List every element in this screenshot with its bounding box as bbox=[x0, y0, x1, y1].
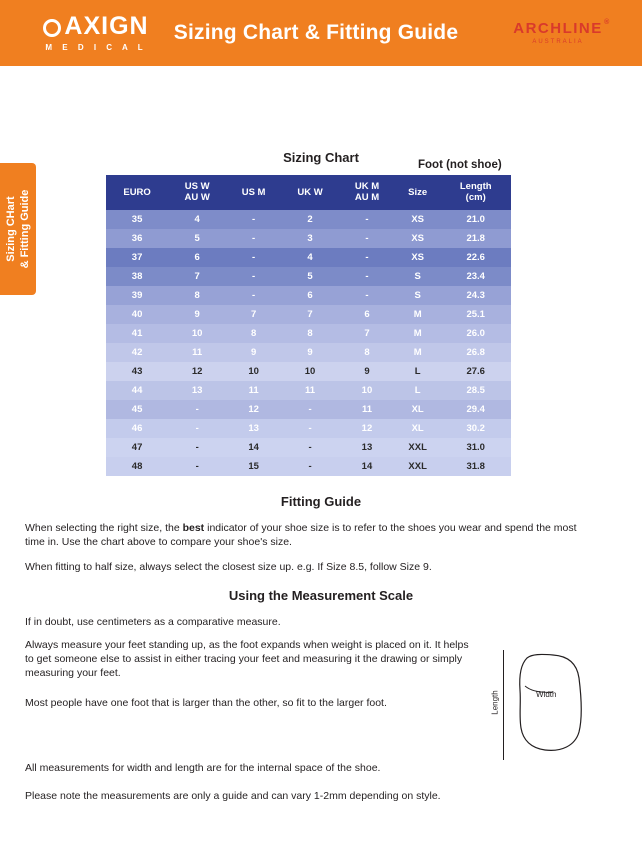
fitting-guide-title: Fitting Guide bbox=[280, 494, 362, 509]
cell-us-m: 12 bbox=[226, 400, 281, 419]
cell-uk-w: 7 bbox=[281, 305, 339, 324]
archline-logo-subtitle: AUSTRALIA bbox=[532, 39, 584, 45]
column-header-uk-m bbox=[339, 175, 395, 210]
cell-us-w: 7 bbox=[168, 267, 226, 286]
measurement-paragraph-3: Most people have one foot that is larger than the other, so fit to the larger foot. bbox=[25, 697, 387, 709]
cell-us-w: - bbox=[168, 438, 226, 457]
cell-us-w: 9 bbox=[168, 305, 226, 324]
cell-size: XS bbox=[395, 210, 441, 229]
axign-logo-subtitle: M E D I C A L bbox=[45, 43, 147, 52]
side-tab-sizing-chart bbox=[0, 163, 36, 295]
foot-measurement-diagram bbox=[490, 650, 605, 760]
cell-us-w: 12 bbox=[168, 362, 226, 381]
cell-uk-m: 8 bbox=[339, 343, 395, 362]
cell-uk-w: 8 bbox=[281, 324, 339, 343]
cell-us-m: 13 bbox=[226, 419, 281, 438]
sizing-chart-table bbox=[106, 175, 511, 476]
fitting-guide-paragraph-2: When fitting to half size, always select the closest size up. e.g. If Size 8.5, follow Size 9. bbox=[25, 561, 432, 573]
cell-us-w: 5 bbox=[168, 229, 226, 248]
cell-length: 24.3 bbox=[440, 286, 511, 305]
cell-us-w: 4 bbox=[168, 210, 226, 229]
cell-us-w: 6 bbox=[168, 248, 226, 267]
column-header-euro-main: EURO bbox=[123, 186, 151, 198]
cell-us-m: 11 bbox=[226, 381, 281, 400]
cell-size: S bbox=[395, 267, 441, 286]
cell-euro: 46 bbox=[106, 419, 168, 438]
measurement-paragraph-1: If in doubt, use centimeters as a comparative measure. bbox=[25, 616, 281, 628]
measurement-paragraph-4: All measurements for width and length are for the internal space of the shoe. bbox=[25, 762, 381, 774]
cell-us-w: - bbox=[168, 400, 226, 419]
cell-us-m: 9 bbox=[226, 343, 281, 362]
cell-us-w: - bbox=[168, 457, 226, 476]
column-header-us-w-main: US W bbox=[184, 181, 210, 192]
cell-uk-w: 6 bbox=[281, 286, 339, 305]
archline-registered-icon: ® bbox=[604, 19, 611, 26]
cell-uk-m: 9 bbox=[339, 362, 395, 381]
cell-size: M bbox=[395, 305, 441, 324]
cell-uk-w: 5 bbox=[281, 267, 339, 286]
cell-us-m: 7 bbox=[226, 305, 281, 324]
axign-wordmark bbox=[43, 14, 148, 39]
fitting-guide-paragraph-1 bbox=[25, 521, 595, 549]
cell-uk-w: 3 bbox=[281, 229, 339, 248]
cell-length: 21.0 bbox=[440, 210, 511, 229]
table-header-row bbox=[106, 175, 511, 210]
table-row bbox=[106, 381, 511, 400]
column-header-uk-m-sub: AU M bbox=[354, 192, 380, 203]
cell-euro: 45 bbox=[106, 400, 168, 419]
side-tab-label bbox=[4, 165, 32, 293]
cell-uk-m: 14 bbox=[339, 457, 395, 476]
column-header-size-main: Size bbox=[408, 186, 428, 198]
column-header-length-main: Length bbox=[459, 181, 492, 192]
cell-euro: 48 bbox=[106, 457, 168, 476]
cell-us-w: - bbox=[168, 419, 226, 438]
column-header-uk-w-main: UK W bbox=[297, 186, 323, 198]
table-row bbox=[106, 457, 511, 476]
cell-uk-m: - bbox=[339, 267, 395, 286]
table-row bbox=[106, 267, 511, 286]
cell-us-w: 11 bbox=[168, 343, 226, 362]
cell-us-m: 8 bbox=[226, 324, 281, 343]
page-header bbox=[0, 0, 642, 66]
table-row bbox=[106, 438, 511, 457]
cell-uk-m: 12 bbox=[339, 419, 395, 438]
diagram-vertical-axis-line bbox=[503, 650, 504, 760]
table-row bbox=[106, 248, 511, 267]
cell-uk-m: - bbox=[339, 229, 395, 248]
archline-logo bbox=[492, 21, 642, 45]
cell-size: M bbox=[395, 324, 441, 343]
table-row bbox=[106, 305, 511, 324]
cell-length: 31.0 bbox=[440, 438, 511, 457]
cell-uk-w: - bbox=[281, 400, 339, 419]
cell-uk-w: 10 bbox=[281, 362, 339, 381]
cell-uk-w: 9 bbox=[281, 343, 339, 362]
diagram-width-label: Width bbox=[536, 690, 557, 699]
column-header-uk-w bbox=[281, 175, 339, 210]
cell-uk-w: 11 bbox=[281, 381, 339, 400]
table-row bbox=[106, 210, 511, 229]
archline-wordmark bbox=[513, 19, 611, 37]
table-row bbox=[106, 362, 511, 381]
cell-euro: 41 bbox=[106, 324, 168, 343]
cell-us-m: 14 bbox=[226, 438, 281, 457]
column-header-length bbox=[440, 175, 511, 210]
cell-euro: 47 bbox=[106, 438, 168, 457]
column-header-length-sub: (cm) bbox=[465, 192, 486, 203]
cell-size: XXL bbox=[395, 438, 441, 457]
cell-length: 30.2 bbox=[440, 419, 511, 438]
table-row bbox=[106, 400, 511, 419]
cell-length: 26.8 bbox=[440, 343, 511, 362]
column-header-us-w-sub: AU W bbox=[184, 192, 210, 203]
foot-not-shoe-label: Foot (not shoe) bbox=[418, 159, 502, 171]
axign-circle-icon bbox=[43, 19, 61, 37]
archline-logo-text: ARCHLINE bbox=[513, 20, 603, 37]
cell-length: 29.4 bbox=[440, 400, 511, 419]
cell-length: 21.8 bbox=[440, 229, 511, 248]
column-header-us-m bbox=[226, 175, 281, 210]
cell-length: 28.5 bbox=[440, 381, 511, 400]
foot-outline-icon bbox=[495, 650, 605, 760]
cell-uk-m: 6 bbox=[339, 305, 395, 324]
table-row bbox=[106, 229, 511, 248]
column-header-size bbox=[395, 175, 441, 210]
cell-size: S bbox=[395, 286, 441, 305]
measurement-paragraph-2: Always measure your feet standing up, as the foot expands when weight is placed on it. It helps to get someone else to assist in either tracing your feet and measuring it the drawing or simply measuring your feet. bbox=[25, 639, 469, 679]
cell-us-m: - bbox=[226, 267, 281, 286]
cell-euro: 37 bbox=[106, 248, 168, 267]
fitting-guide-p1-bold: best bbox=[182, 522, 205, 534]
cell-us-w: 10 bbox=[168, 324, 226, 343]
cell-size: XXL bbox=[395, 457, 441, 476]
cell-euro: 44 bbox=[106, 381, 168, 400]
cell-uk-m: - bbox=[339, 286, 395, 305]
cell-us-m: - bbox=[226, 248, 281, 267]
cell-uk-m: 10 bbox=[339, 381, 395, 400]
cell-euro: 36 bbox=[106, 229, 168, 248]
cell-uk-m: - bbox=[339, 248, 395, 267]
page-title: Sizing Chart & Fitting Guide bbox=[173, 21, 459, 44]
cell-length: 27.6 bbox=[440, 362, 511, 381]
column-header-us-w bbox=[168, 175, 226, 210]
cell-uk-w: 2 bbox=[281, 210, 339, 229]
cell-uk-m: 13 bbox=[339, 438, 395, 457]
cell-uk-w: 4 bbox=[281, 248, 339, 267]
cell-uk-w: - bbox=[281, 438, 339, 457]
cell-uk-m: - bbox=[339, 210, 395, 229]
cell-size: L bbox=[395, 381, 441, 400]
fitting-guide-p1-before: When selecting the right size, the bbox=[25, 522, 183, 534]
cell-us-m: - bbox=[226, 229, 281, 248]
cell-euro: 35 bbox=[106, 210, 168, 229]
cell-us-w: 13 bbox=[168, 381, 226, 400]
cell-uk-m: 7 bbox=[339, 324, 395, 343]
diagram-length-label: Length bbox=[490, 690, 500, 715]
cell-uk-w: - bbox=[281, 457, 339, 476]
cell-us-m: - bbox=[226, 286, 281, 305]
cell-us-w: 8 bbox=[168, 286, 226, 305]
cell-size: XS bbox=[395, 248, 441, 267]
side-tab-line1: Sizing CHart bbox=[5, 196, 17, 262]
measurement-paragraph-5: Please note the measurements are only a guide and can vary 1-2mm depending on style. bbox=[25, 790, 441, 802]
column-header-uk-m-main: UK M bbox=[354, 181, 380, 192]
cell-us-m: - bbox=[226, 210, 281, 229]
cell-length: 31.8 bbox=[440, 457, 511, 476]
cell-euro: 39 bbox=[106, 286, 168, 305]
table-row bbox=[106, 324, 511, 343]
cell-size: XL bbox=[395, 400, 441, 419]
column-header-euro bbox=[106, 175, 168, 210]
column-header-us-m-main: US M bbox=[241, 186, 266, 198]
cell-size: M bbox=[395, 343, 441, 362]
cell-size: L bbox=[395, 362, 441, 381]
measurement-scale-title: Using the Measurement Scale bbox=[228, 588, 414, 603]
cell-size: XS bbox=[395, 229, 441, 248]
cell-length: 25.1 bbox=[440, 305, 511, 324]
table-row bbox=[106, 419, 511, 438]
side-tab-line2: & Fitting Guide bbox=[19, 189, 31, 269]
cell-euro: 42 bbox=[106, 343, 168, 362]
cell-size: XL bbox=[395, 419, 441, 438]
cell-length: 22.6 bbox=[440, 248, 511, 267]
fitting-guide-p1-after: indicator of your shoe size is to refer to the shoes you wear and spend the most time in. Use the chart above to compare your shoe's size. bbox=[25, 522, 577, 548]
cell-us-m: 15 bbox=[226, 457, 281, 476]
cell-us-m: 10 bbox=[226, 362, 281, 381]
cell-euro: 40 bbox=[106, 305, 168, 324]
cell-uk-w: - bbox=[281, 419, 339, 438]
cell-euro: 43 bbox=[106, 362, 168, 381]
cell-euro: 38 bbox=[106, 267, 168, 286]
axign-logo-text: AXIGN bbox=[64, 12, 149, 40]
cell-uk-m: 11 bbox=[339, 400, 395, 419]
cell-length: 23.4 bbox=[440, 267, 511, 286]
table-row bbox=[106, 286, 511, 305]
table-row bbox=[106, 343, 511, 362]
sizing-chart-title: Sizing Chart bbox=[283, 150, 359, 165]
cell-length: 26.0 bbox=[440, 324, 511, 343]
